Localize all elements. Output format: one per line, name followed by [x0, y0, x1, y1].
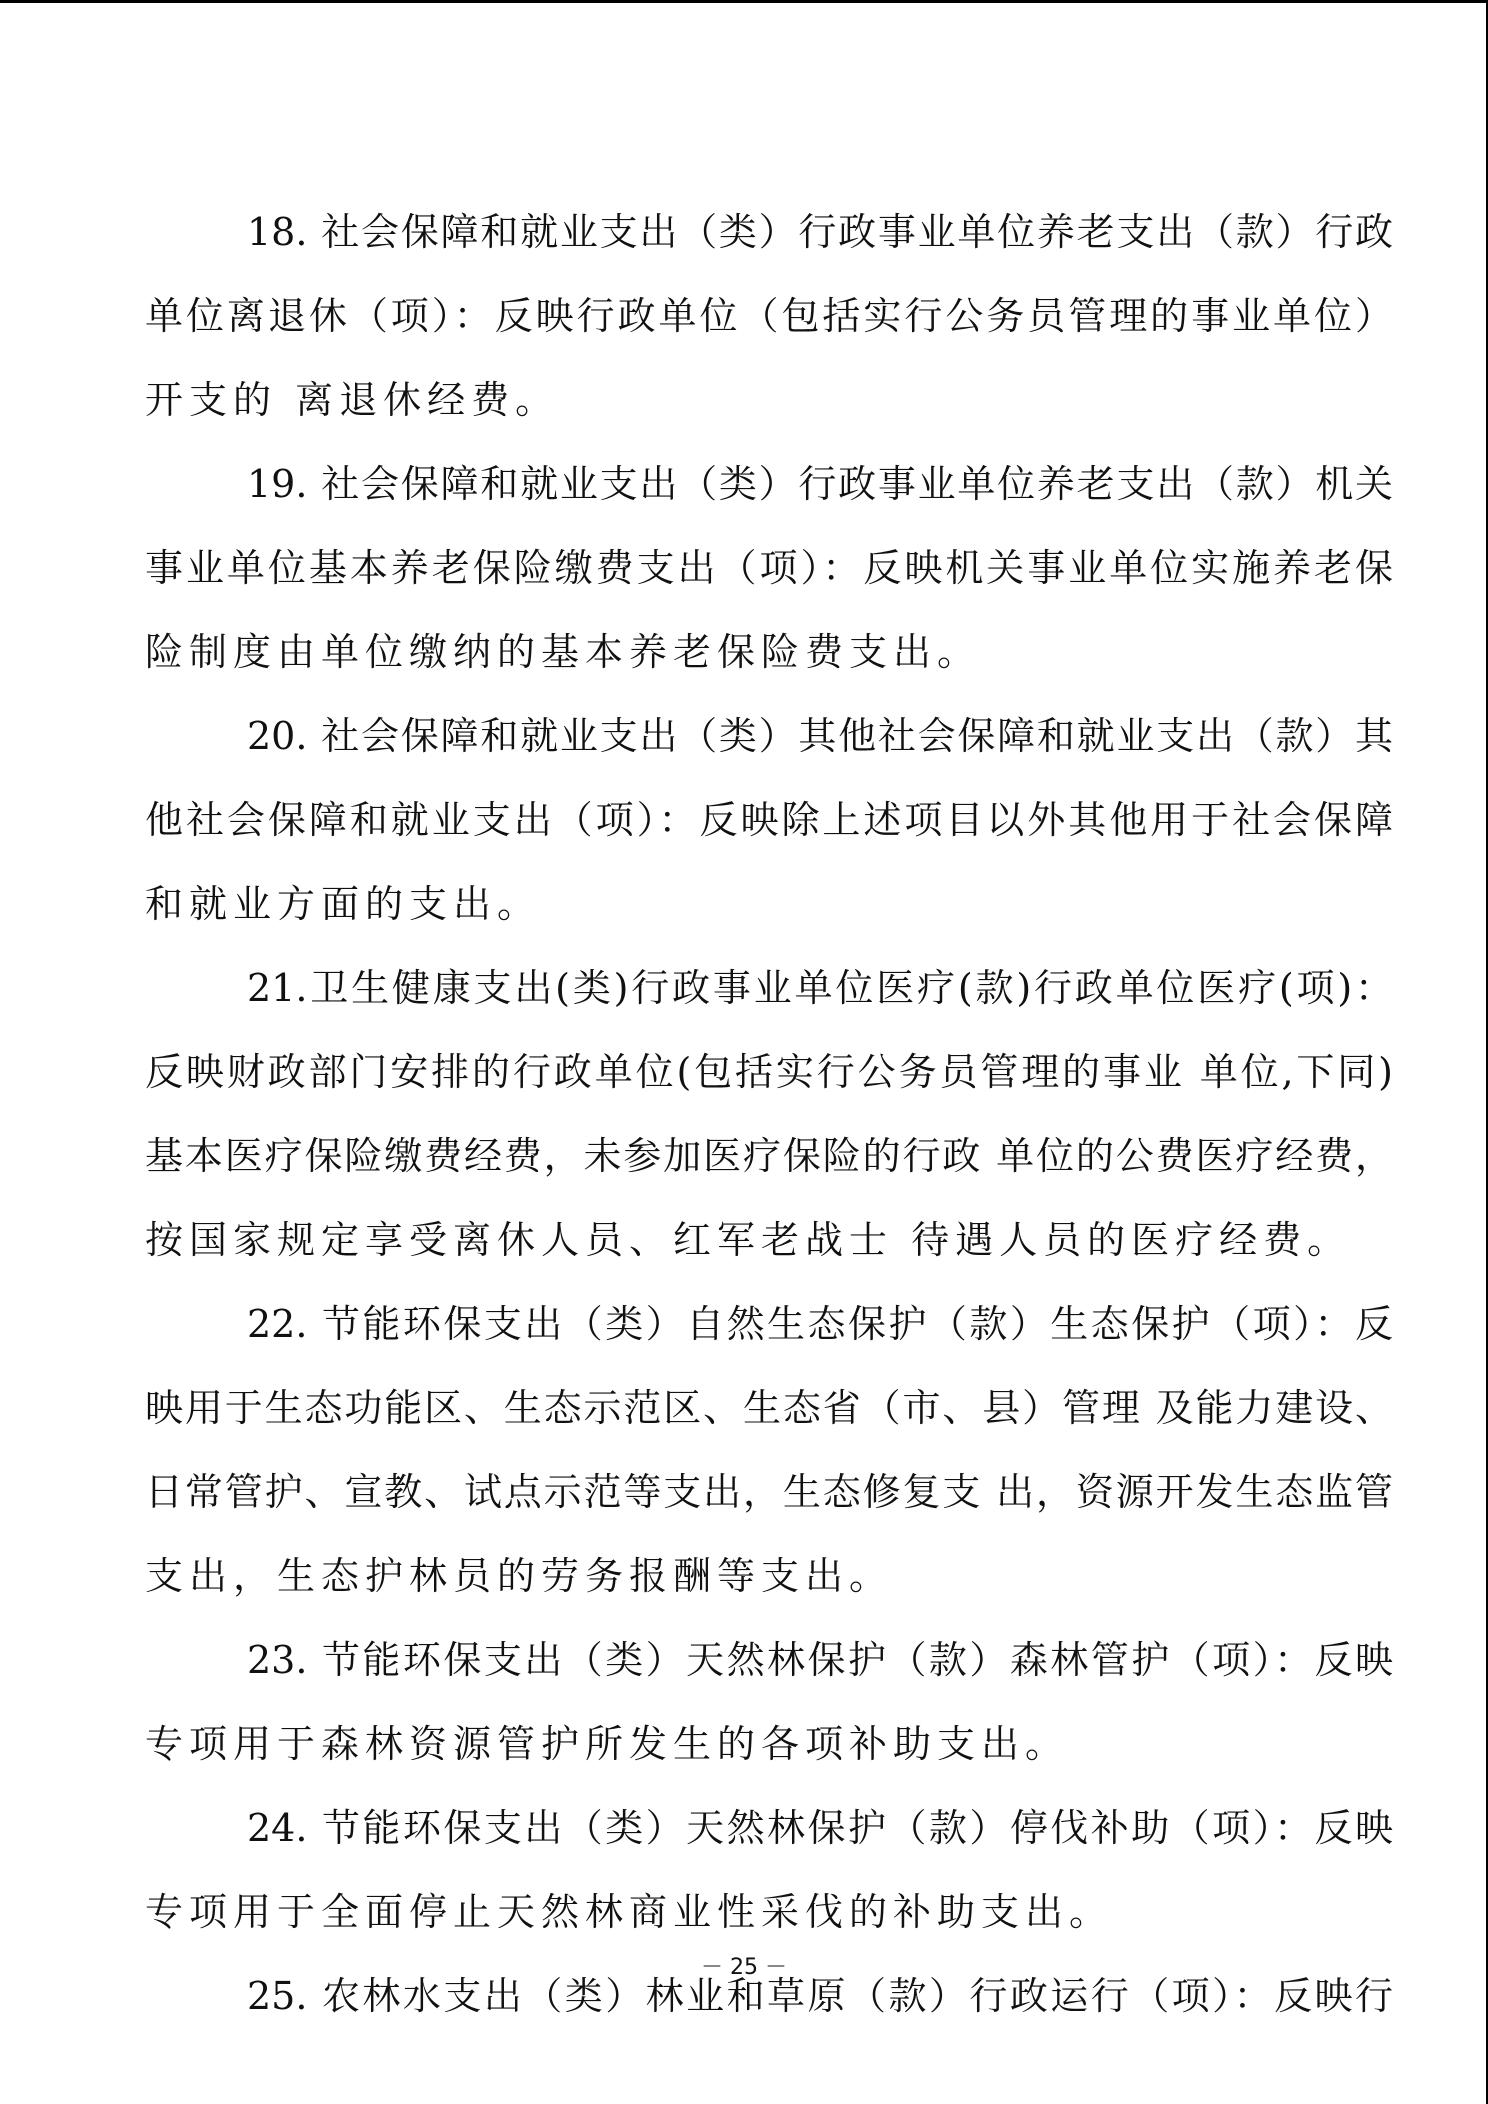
paragraph — [145, 946, 1393, 1282]
text-line: 22. 节能环保支出（类）自然生态保护（款）生态保护（项）：反 — [247, 1302, 1393, 1346]
page-top-border — [0, 0, 1488, 3]
text-line: 映用于生态功能区、生态示范区、生态省（市、县）管理 及能力建设、 — [145, 1386, 1393, 1430]
text-line: 18. 社会保障和就业支出（类）行政事业单位养老支出（款）行政 — [247, 210, 1393, 254]
text-line: 24. 节能环保支出（类）天然林保护（款）停伐补助（项）：反映 — [247, 1806, 1393, 1850]
text-line: 和就业方面的支出。 — [145, 882, 542, 926]
text-line: 单位离退休（项）：反映行政单位（包括实行公务员管理的事业单位） — [145, 294, 1393, 338]
text-line: 险制度由单位缴纳的基本养老保险费支出。 — [145, 630, 982, 674]
text-line: 按国家规定享受离休人员、红军老战士 待遇人员的医疗经费。 — [145, 1218, 1352, 1262]
paragraph — [145, 1282, 1393, 1618]
paragraph — [145, 1618, 1393, 1786]
paragraph — [145, 190, 1393, 442]
text-line: 反映财政部门安排的行政单位(包括实行公务员管理的事业 单位,下同) — [145, 1050, 1393, 1094]
page-number: － 25 － — [701, 1955, 787, 1980]
text-line: 事业单位基本养老保险缴费支出（项）：反映机关事业单位实施养老保 — [145, 546, 1393, 590]
text-line: 日常管护、宣教、试点示范等支出，生态修复支 出，资源开发生态监管 — [145, 1470, 1393, 1514]
document-body — [145, 190, 1393, 2038]
text-line: 专项用于森林资源管护所发生的各项补助支出。 — [145, 1722, 1070, 1766]
text-line: 21.卫生健康支出(类)行政事业单位医疗(款)行政单位医疗(项)： — [247, 966, 1393, 1010]
text-line: 19. 社会保障和就业支出（类）行政事业单位养老支出（款）机关 — [247, 462, 1393, 506]
text-line: 他社会保障和就业支出（项）：反映除上述项目以外其他用于社会保障 — [145, 798, 1393, 842]
paragraph — [145, 1786, 1393, 1954]
paragraph — [145, 694, 1393, 946]
text-line: 20. 社会保障和就业支出（类）其他社会保障和就业支出（款）其 — [247, 714, 1393, 758]
text-line: 专项用于全面停止天然林商业性采伐的补助支出。 — [145, 1890, 1114, 1934]
text-line: 23. 节能环保支出（类）天然林保护（款）森林管护（项）：反映 — [247, 1638, 1393, 1682]
text-line: 25. 农林水支出（类）林业和草原（款）行政运行（项）：反映行 — [247, 1974, 1393, 2018]
text-line: 基本医疗保险缴费经费，未参加医疗保险的行政 单位的公费医疗经费， — [145, 1134, 1393, 1178]
text-line: 开支的 离退休经费。 — [145, 378, 560, 422]
text-line: 支出，生态护林员的劳务报酬等支出。 — [145, 1554, 894, 1598]
paragraph — [145, 442, 1393, 694]
